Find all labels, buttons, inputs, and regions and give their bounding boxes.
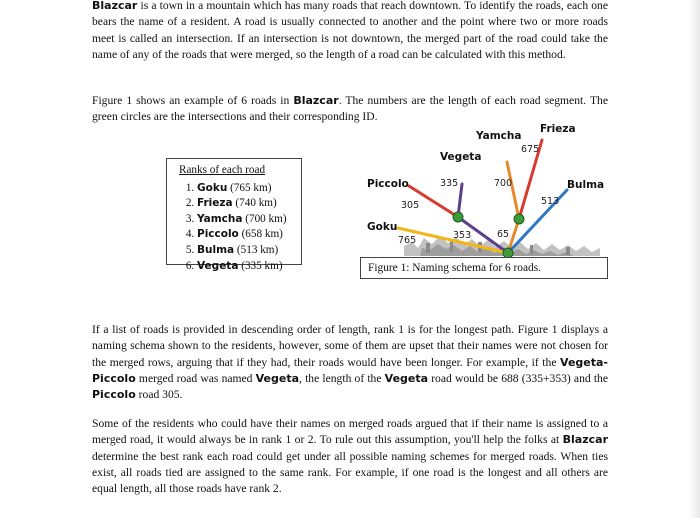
paragraph-figure-description: Figure 1 shows an example of 6 roads in Blazcar. The numbers are the length of each road segment. The green circles are the intersections and their corresponding ID. [92,94,608,124]
paragraph-task: Some of the residents who could have their names on merged roads argued that if their name is assigned to a merged road, it would always be in rank 1 or 2. To rule out this assumption, you'll help the folks at Blazcar determine the best rank each road could get under all possible naming schemes for merged roads. When ties exist, all roads tied are assigned to the same rank. For example, if one road is the longest and all others are equal length, all those roads have rank 2. [92,417,608,496]
page-edge-shadow [688,0,700,518]
rank-item: 5. Bulma (513 km) [197,243,295,259]
rank-item: 4. Piccolo (658 km) [197,227,295,243]
label-bulma: Bulma [567,179,605,191]
label-yamcha: Yamcha [476,130,522,142]
intersection-node [453,212,463,222]
segment-length: 65 [497,229,510,240]
label-piccolo: Piccolo [367,178,409,190]
paragraph-ranking: If a list of roads is provided in descending order of length, rank 1 is for the longest path. Figure 1 displays a naming schema shown to the residents, however, some of them are upset that their names were not chosen for the merged rows, arguing that if they had, their roads would have been longer. For example, if the Vegeta-Piccolo merged road was named Vegeta, the length of the Vegeta road would be 688 (335+353) and the Piccolo road 305. [92,323,608,402]
road-yamcha [507,162,519,219]
rank-item: 6. Vegeta (335 km) [197,259,295,275]
segment-length: 305 [401,200,420,211]
paragraph-intro: Blazcar is a town in a mountain which has many roads that reach downtown. To identify the roads, each one bears the name of a resident. A road is usually connected to another and the point where two or more roads meet is called an intersection. If an intersection is not downtown, the merged part of the road could take the name of any of the roads that were merged, so the length of a road can be calculated with this method. [92,0,608,61]
ranks-title: Ranks of each road [179,164,266,176]
intersection-node [514,214,524,224]
segment-length: 675 [521,144,540,155]
figure-caption: Figure 1: Naming schema for 6 roads. [360,257,608,279]
segment-length: 765 [398,235,417,246]
rank-item: 3. Yamcha (700 km) [197,212,295,228]
segment-length: 353 [453,230,472,241]
segment-length: 700 [494,178,513,189]
road-network-figure [360,116,610,258]
segment-length: 335 [440,178,459,189]
rank-item: 1. Goku (765 km) [197,181,295,197]
label-goku: Goku [367,221,398,233]
ranks-table [166,158,302,272]
label-vegeta: Vegeta [440,151,482,163]
ranks-list [173,181,295,275]
segment-length: 513 [541,196,560,207]
rank-item: 2. Frieza (740 km) [197,196,295,212]
label-frieza: Frieza [540,123,576,135]
